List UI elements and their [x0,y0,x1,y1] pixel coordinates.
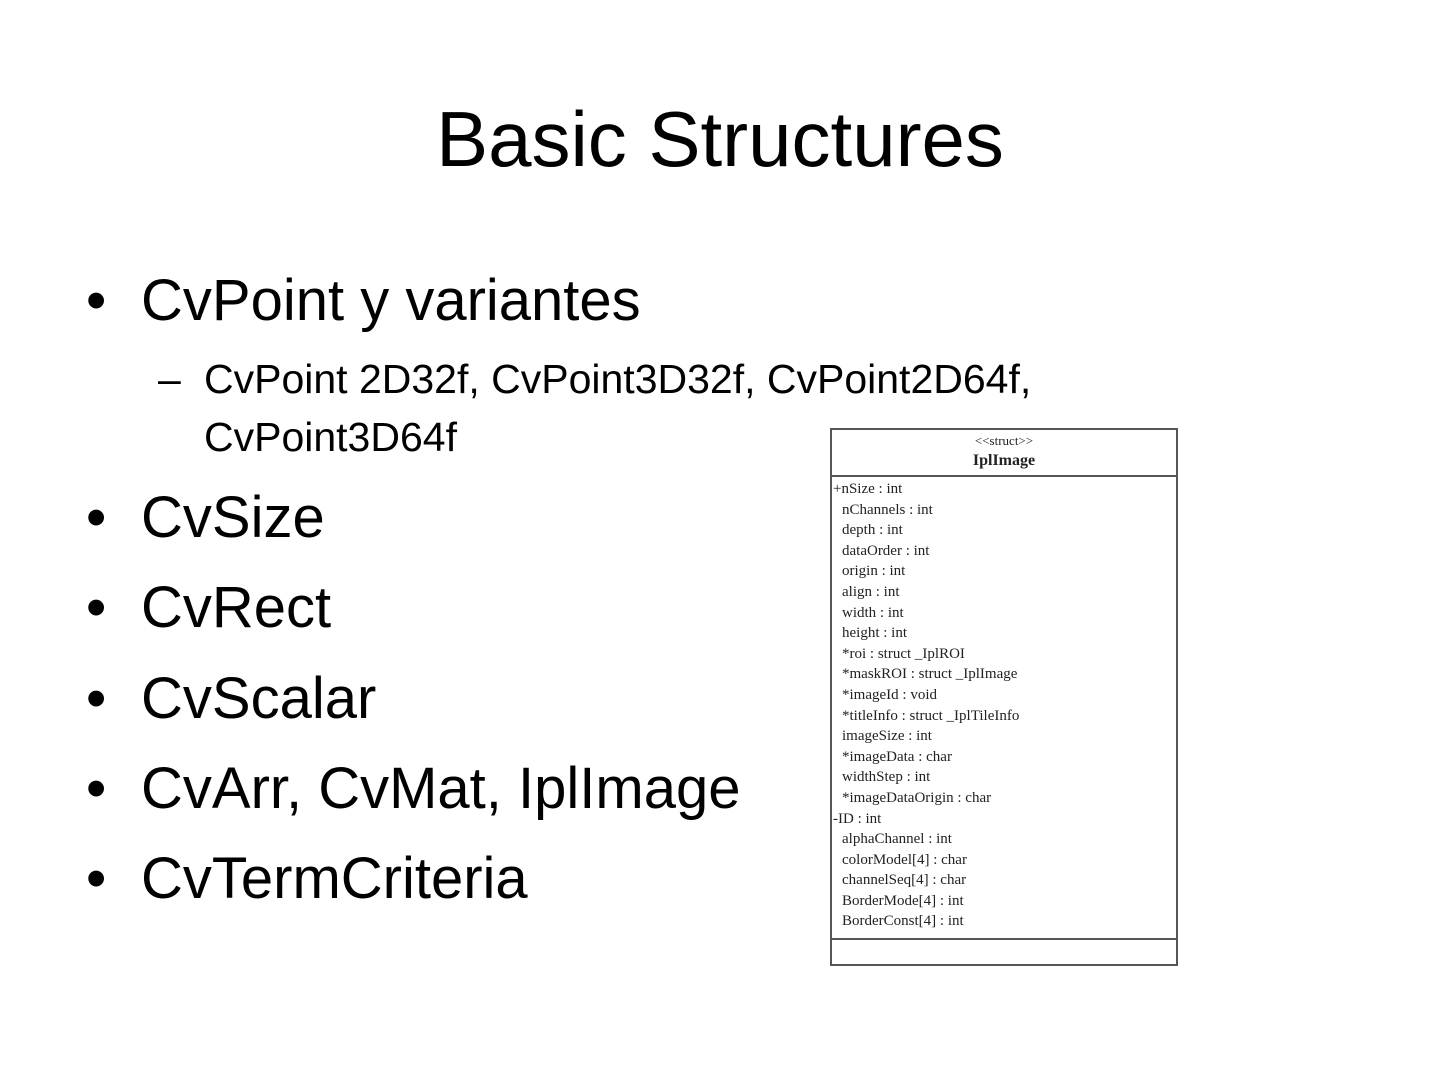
dash-icon: – [158,356,181,402]
uml-attribute: align : int [842,583,900,600]
uml-attribute: *imageId : void [842,686,937,703]
uml-struct-diagram [830,428,1178,966]
uml-attribute: origin : int [842,563,906,580]
bullet-icon: • [86,756,107,821]
bullet-text: CvArr, CvMat, IplImage [141,756,741,821]
uml-stereotype: <<struct>> [974,433,1034,448]
uml-attribute: BorderConst[4] : int [842,913,964,930]
uml-attributes [832,477,1176,940]
uml-attribute: widthStep : int [842,769,931,786]
bullet-text: CvTermCriteria [141,846,528,911]
uml-attribute: *titleInfo : struct _IplTileInfo [842,707,1020,724]
bullet-icon: • [86,268,107,333]
uml-attribute: *roi : struct _IplROI [842,645,965,662]
bullet-icon: • [86,846,107,911]
slide-title: Basic Structures [436,95,1004,183]
uml-attribute: *imageData : char [842,748,952,765]
uml-attribute: dataOrder : int [842,542,930,559]
uml-attribute: imageSize : int [842,728,932,745]
bullet-icon: • [86,485,107,550]
uml-attribute: +nSize : int [833,481,903,497]
bullet-text: CvPoint y variantes [141,268,641,333]
bullet-text: CvSize [141,485,325,550]
sub-bullet-line: CvPoint 2D32f, CvPoint3D32f, CvPoint2D64f, [204,356,1032,402]
uml-attribute: colorModel[4] : char [842,851,967,868]
uml-attribute: width : int [842,604,904,621]
sub-bullet-line: CvPoint3D64f [204,414,457,460]
uml-attribute: nChannels : int [842,501,933,518]
uml-attribute: alphaChannel : int [842,831,952,848]
uml-attribute: height : int [842,625,907,642]
bullet-icon: • [86,575,107,640]
uml-attribute: channelSeq[4] : char [842,872,967,889]
bullet-text: CvRect [141,575,332,640]
uml-attribute: depth : int [842,522,903,539]
uml-header [832,430,1176,477]
uml-class-name: IplImage [972,452,1036,469]
uml-attribute: *maskROI : struct _IplImage [842,666,1018,683]
uml-attribute: -ID : int [833,810,882,827]
uml-attribute: BorderMode[4] : int [842,892,964,909]
uml-attribute: *imageDataOrigin : char [842,789,992,806]
bullet-text: CvScalar [141,666,377,731]
bullet-icon: • [86,666,107,731]
